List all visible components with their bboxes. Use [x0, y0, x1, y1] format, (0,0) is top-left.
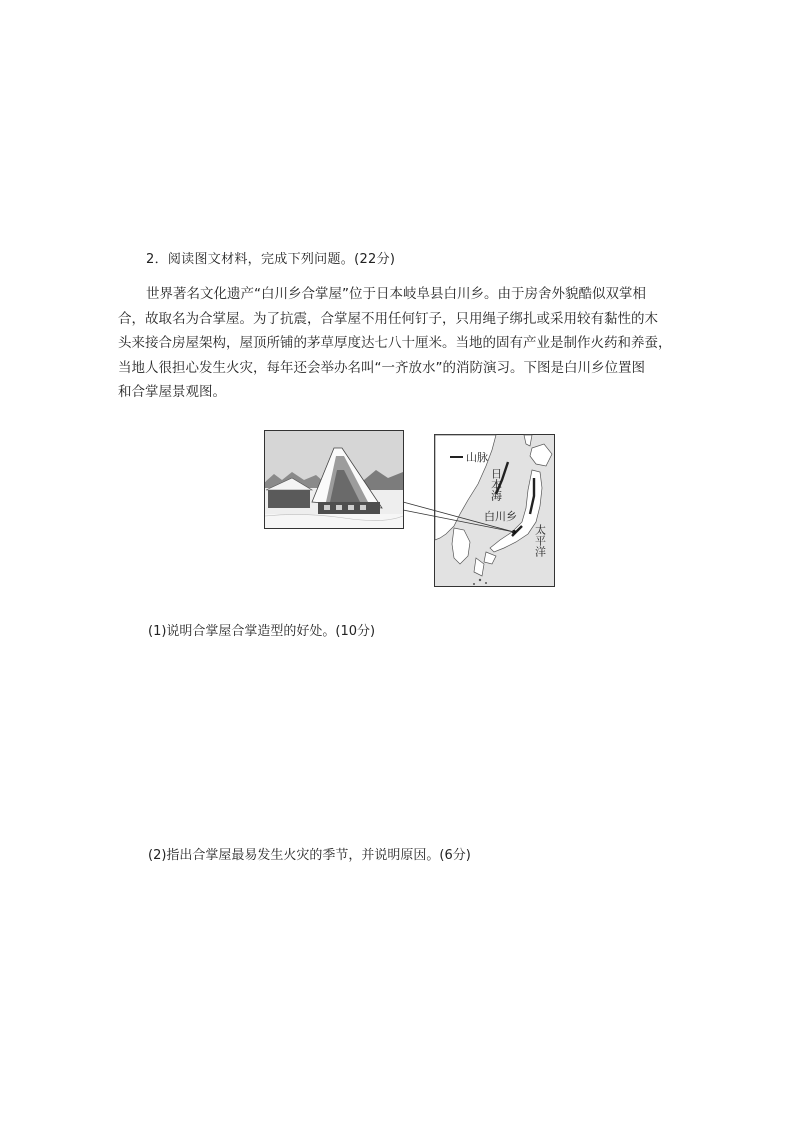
- material-line: 和合掌屋景观图。: [118, 384, 226, 400]
- material-paragraph: [118, 282, 698, 405]
- gassho-house-photo: [265, 431, 404, 529]
- figure-group: [264, 430, 556, 588]
- material-line: 当地人很担心发生火灾，每年还会举办名叫“一齐放水”的消防演习。下图是白川乡位置图: [118, 359, 645, 376]
- sub-question-2: (2)指出合掌屋最易发生火灾的季节，并说明原因。(6分): [148, 848, 471, 863]
- mountain-legend-label: 山脉: [466, 451, 488, 464]
- material-line: 合，故取名为合掌屋。为了抗震，合掌屋不用任何钉子，只用绳子绑扎或采用较有黏性的木: [118, 310, 658, 327]
- material-line: 世界著名文化遗产“白川乡合掌屋”位于日本岐阜县白川乡。由于房舍外貌酷似双掌相: [146, 286, 646, 302]
- sea-label: 日本海: [489, 468, 503, 501]
- material-line: 头来接合房屋架构，屋顶所铺的茅草厚度达七八十厘米。当地的固有产业是制作火药和养蚕，: [118, 335, 672, 351]
- question-title: 2．阅读图文材料，完成下列问题。(22分): [146, 252, 396, 267]
- ocean-label: 太平洋: [533, 524, 547, 557]
- village-label: 白川乡: [484, 510, 517, 523]
- sub-question-1: (1)说明合掌屋合掌造型的好处。(10分): [148, 624, 376, 639]
